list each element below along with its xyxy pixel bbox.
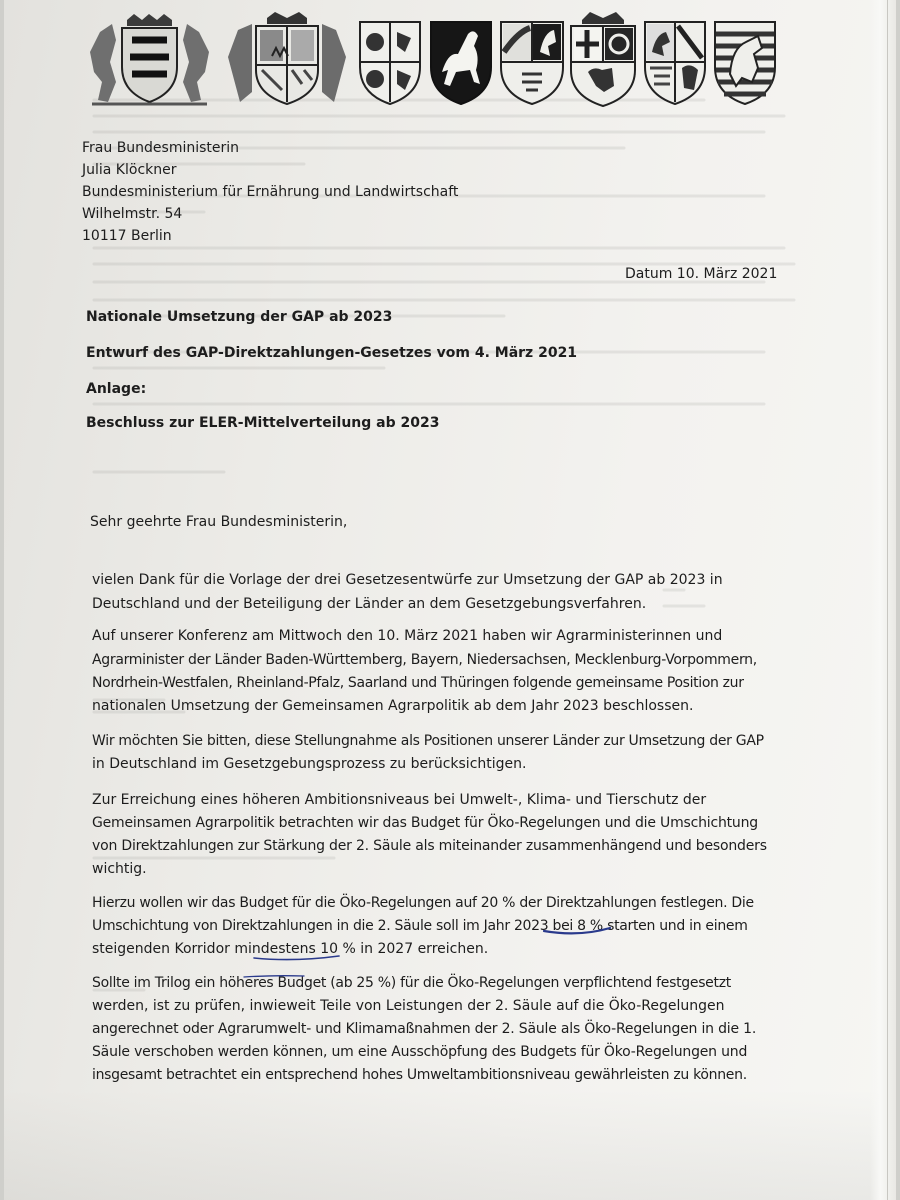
page-edge — [870, 0, 896, 1200]
body-line: Deutschland und der Beteiligung der Länder an dem Gesetzgebungsverfahren. — [92, 596, 647, 612]
page-edge-line — [887, 0, 888, 1200]
letter-date: Datum 10. März 2021 — [625, 266, 778, 282]
body-line: wichtig. — [92, 861, 147, 877]
body-line: Auf unserer Konferenz am Mittwoch den 10. März 2021 haben wir Agrarministerinnen und — [92, 628, 723, 644]
recipient-name: Julia Klöckner — [82, 162, 177, 178]
body-line: Wir möchten Sie bitten, diese Stellungnahme als Positionen unserer Länder zur Umsetzung der GAP — [92, 733, 764, 749]
recipient-street: Wilhelmstr. 54 — [82, 206, 183, 222]
body-line: Hierzu wollen wir das Budget für die Öko-Regelungen auf 20 % der Direktzahlungen festlegen. Die — [92, 895, 754, 911]
pen-underline-mindestens — [254, 956, 339, 960]
body-line: Nordrhein-Westfalen, Rheinland-Pfalz, Saarland und Thüringen folgende gemeinsame Position zur — [92, 675, 744, 691]
body-line: Umschichtung von Direktzahlungen in die 2. Säule soll im Jahr 2023 bei 8 % starten und in einem — [92, 918, 748, 934]
greeting: Sehr geehrte Frau Bundesministerin, — [90, 514, 348, 530]
recipient-city: 10117 Berlin — [82, 228, 172, 244]
recipient-ministry: Bundesministerium für Ernährung und Landwirtschaft — [82, 184, 459, 200]
body-line: werden, ist zu prüfen, inwieweit Teile von Leistungen der 2. Säule auf die Öko-Regelungen — [92, 998, 725, 1014]
body-line: vielen Dank für die Vorlage der drei Gesetzesentwürfe zur Umsetzung der GAP ab 2023 in — [92, 572, 723, 588]
page-shadow — [4, 1090, 896, 1200]
body-line: Agrarminister der Länder Baden-Württemberg, Bayern, Niedersachsen, Mecklenburg-Vorpommern, — [92, 652, 757, 668]
body-line: Sollte im Trilog ein höheres Budget (ab 25 %) für die Öko-Regelungen verpflichtend festgesetzt — [92, 975, 731, 991]
pen-underline-8-percent — [544, 928, 610, 933]
pen-underline-budget — [244, 976, 304, 977]
body-line: nationalen Umsetzung der Gemeinsamen Agrarpolitik ab dem Jahr 2023 beschlossen. — [92, 698, 694, 714]
letter-page — [4, 0, 896, 1200]
pen-underlines — [4, 0, 896, 1200]
body-line: Säule verschoben werden können, um eine Ausschöpfung des Budgets für Öko-Regelungen und — [92, 1044, 748, 1060]
body-line: steigenden Korridor mindestens 10 % in 2027 erreichen. — [92, 941, 489, 957]
body-line: Gemeinsamen Agrarpolitik betrachten wir das Budget für Öko-Regelungen und die Umschichtung — [92, 815, 758, 831]
attachment-title: Beschluss zur ELER-Mittelverteilung ab 2023 — [86, 415, 440, 431]
subject-line-1: Nationale Umsetzung der GAP ab 2023 — [86, 309, 393, 325]
body-line: insgesamt betrachtet ein entsprechend hohes Umweltambitionsniveau gewährleisten zu können. — [92, 1067, 747, 1083]
body-line: in Deutschland im Gesetzgebungsprozess zu berücksichtigen. — [92, 756, 527, 772]
attachment-label: Anlage: — [86, 381, 147, 397]
body-line: angerechnet oder Agrarumwelt- und Klimamaßnahmen der 2. Säule als Öko-Regelungen in die 1. — [92, 1021, 757, 1037]
subject-line-2: Entwurf des GAP-Direktzahlungen-Gesetzes vom 4. März 2021 — [86, 345, 578, 361]
recipient-title: Frau Bundesministerin — [82, 140, 240, 156]
body-line: Zur Erreichung eines höheren Ambitionsniveaus bei Umwelt-, Klima- und Tierschutz der — [92, 792, 707, 808]
body-line: von Direktzahlungen zur Stärkung der 2. Säule als miteinander zusammenhängend und besonders — [92, 838, 767, 854]
